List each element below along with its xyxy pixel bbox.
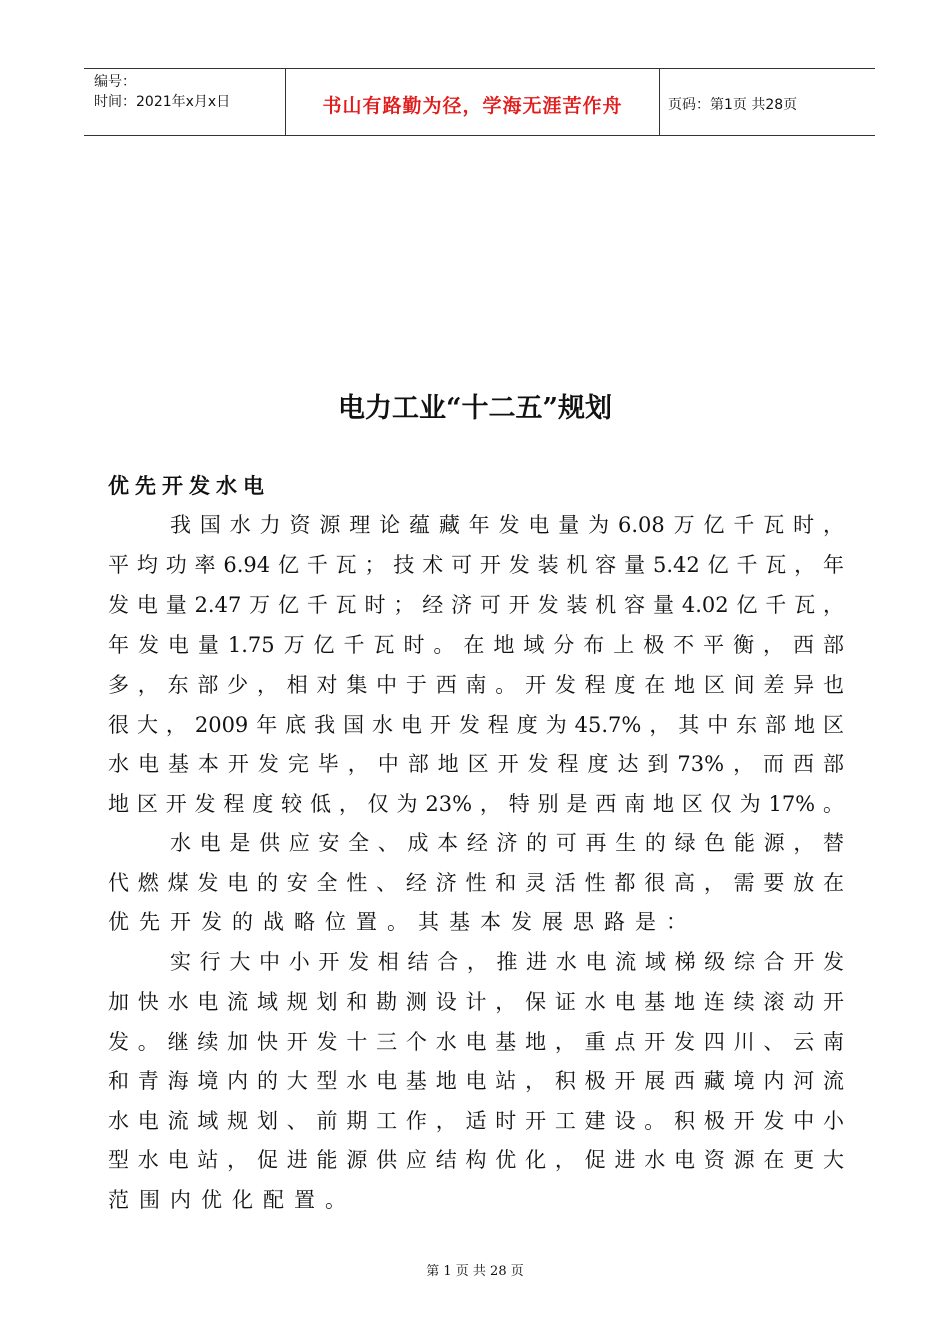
body-line: 我国水力资源理论蕴藏年发电量为6.08万亿千瓦时， <box>170 513 844 537</box>
body-line: 加快水电流域规划和勘测设计，保证水电基地连续滚动开 <box>108 990 844 1014</box>
page-footer: 第 1 页 共 28 页 <box>426 1264 524 1279</box>
header-meta-cell <box>84 69 286 135</box>
body-line: 水电流域规划、前期工作，适时开工建设。积极开发中小 <box>108 1109 844 1133</box>
motto-text: 书山有路勤为径，学海无涯苦作舟 <box>322 95 623 117</box>
body-line: 很大，2009年底我国水电开发程度为45.7%，其中东部地区 <box>108 713 844 737</box>
document-header <box>84 68 875 136</box>
body-line: 发。继续加快开发十三个水电基地，重点开发四川、云南 <box>108 1030 844 1054</box>
body-line: 型水电站，促进能源供应结构优化，促进水电资源在更大 <box>108 1148 844 1172</box>
body-line: 实行大中小开发相结合，推进水电流域梯级综合开发 <box>170 950 844 974</box>
body-line: 多，东部少，相对集中于西南。开发程度在地区间差异也 <box>108 673 844 697</box>
section-heading: 优先开发水电 <box>108 474 270 498</box>
page-title: 电力工业“十二五”规划 <box>337 393 613 424</box>
time-label: 时间：2021年x月x日 <box>94 94 231 110</box>
number-label: 编号： <box>94 74 136 90</box>
body-line: 年发电量1.75万亿千瓦时。在地域分布上极不平衡，西部 <box>108 633 844 657</box>
header-motto-cell <box>286 69 660 135</box>
body-line: 优先开发的战略位置。其基本发展思路是： <box>108 910 697 934</box>
body-line: 水电是供应安全、成本经济的可再生的绿色能源，替 <box>170 831 844 855</box>
body-line: 范围内优化配置。 <box>108 1188 356 1212</box>
body-line: 地区开发程度较低，仅为23%，特别是西南地区仅为17%。 <box>108 792 844 816</box>
header-page-cell <box>660 69 875 135</box>
body-line: 代燃煤发电的安全性、经济性和灵活性都很高，需要放在 <box>108 871 844 895</box>
page-info: 页码：第1页 共28页 <box>668 97 798 113</box>
body-line: 平均功率6.94亿千瓦；技术可开发装机容量5.42亿千瓦，年 <box>108 553 844 577</box>
body-line: 发电量2.47万亿千瓦时；经济可开发装机容量4.02亿千瓦， <box>108 593 844 617</box>
body-line: 水电基本开发完毕，中部地区开发程度达到73%，而西部 <box>108 752 844 776</box>
body-line: 和青海境内的大型水电基地电站，积极开展西藏境内河流 <box>108 1069 844 1093</box>
